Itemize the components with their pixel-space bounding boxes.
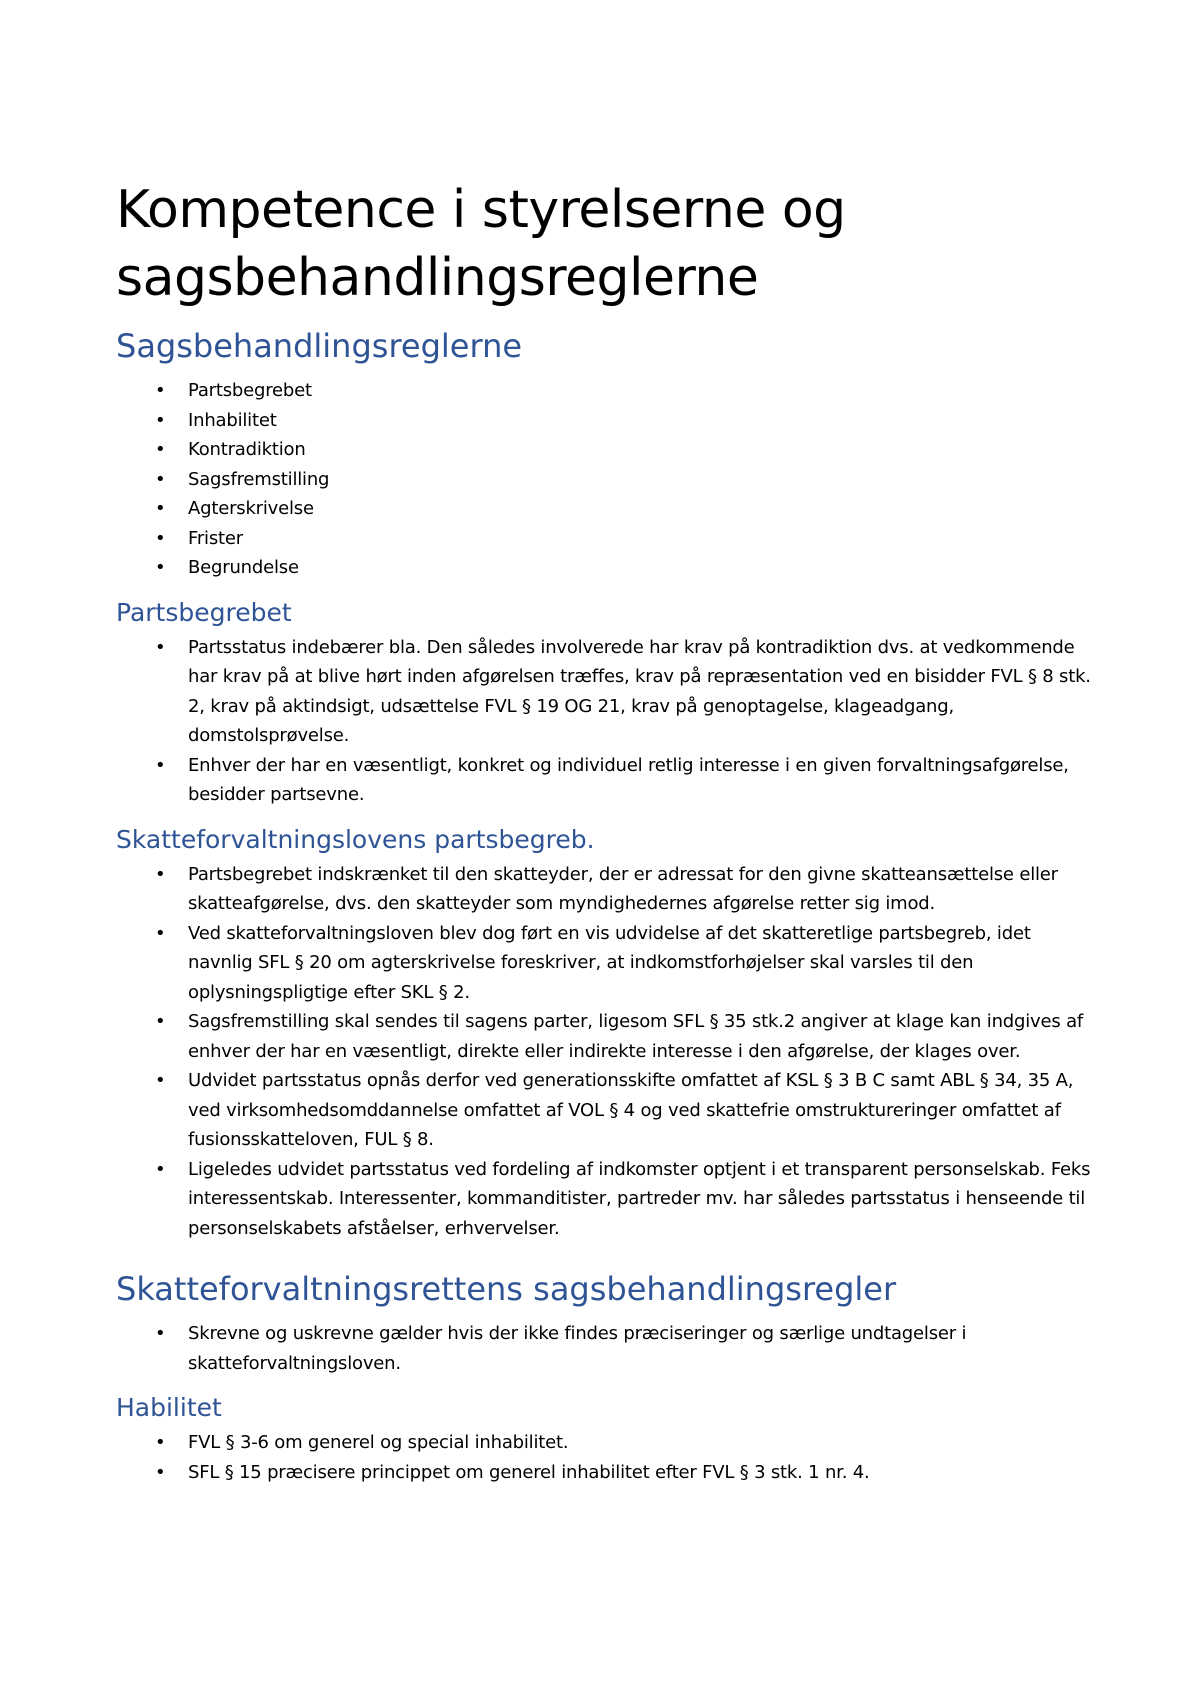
- bullet-icon: •: [155, 1011, 166, 1032]
- list-item: • FVL § 3-6 om generel og special inhabilitet.: [116, 1428, 1096, 1458]
- list-habilitet: [116, 1428, 1096, 1487]
- bullet-icon: •: [155, 1461, 166, 1483]
- heading-sagsbehandlingsreglerne: Sagsbehandlingsreglerne: [116, 327, 523, 365]
- heading-skatteforvaltningsrettens-sagsbehandlingsregler: Skatteforvaltningsrettens sagsbehandlingsregler: [116, 1270, 897, 1308]
- list-item: • Ved skatteforvaltningsloven blev dog ført en vis udvidelse af det skatteretlige partsbegreb, idet navnlig SFL § 20 om agterskrivelse foreskriver, at indkomstforhøjelser skal varsles til den oplysningspligtige efter SKL § 2.: [116, 919, 1096, 1008]
- bullet-icon: •: [155, 498, 166, 519]
- list-item: • Udvidet partsstatus opnås derfor ved generationsskifte omfattet af KSL § 3 B C samt ABL § 34, 35 A, ved virksomhedsomddannelse omfattet af VOL § 4 og ved skattefrie omstruktureringer omfattet af fusionsskatteloven, FUL § 8.: [116, 1066, 1096, 1155]
- list-item: • Enhver der har en væsentligt, konkret og individuel retlig interesse i en given forvaltningsafgørelse, besidder partsevne.: [116, 751, 1096, 810]
- bullet-icon: •: [155, 380, 166, 401]
- heading-skatteforvaltningslovens-partsbegreb: Skatteforvaltningslovens partsbegreb.: [116, 824, 595, 854]
- bullet-icon: •: [155, 636, 166, 658]
- document-page: [116, 176, 1096, 1487]
- heading-habilitet: Habilitet: [116, 1393, 222, 1422]
- list-item: • Agterskrivelse: [116, 494, 1096, 524]
- heading-partsbegrebet: Partsbegrebet: [116, 597, 292, 627]
- bullet-icon: •: [155, 1070, 166, 1091]
- list-item: • SFL § 15 præcisere princippet om generel inhabilitet efter FVL § 3 stk. 1 nr. 4.: [116, 1458, 1096, 1488]
- list-item: • Ligeledes udvidet partsstatus ved fordeling af indkomster optjent i et transparent personselskab. Feks interessentskab. Interessenter, kommanditister, partreder mv. har således partsstatus i henseende til personselskabets afståelser, erhvervelser.: [116, 1155, 1096, 1244]
- list-item: • Begrundelse: [116, 553, 1096, 583]
- document-title: Kompetence i styrelserne og sagsbehandlingsreglerne: [116, 180, 846, 308]
- bullet-icon: •: [155, 439, 166, 460]
- bullet-icon: •: [155, 754, 166, 776]
- list-sagsbehandlingsreglerne: [116, 376, 1096, 583]
- bullet-icon: •: [155, 863, 166, 885]
- bullet-icon: •: [155, 1432, 166, 1453]
- list-item: • Inhabilitet: [116, 406, 1096, 436]
- bullet-icon: •: [155, 468, 166, 490]
- list-item: • Partsbegrebet indskrænket til den skatteyder, der er adressat for den givne skatteansættelse eller skatteafgørelse, dvs. den skatteyder som myndighedernes afgørelse retter sig imod.: [116, 860, 1096, 919]
- bullet-icon: •: [155, 922, 166, 944]
- list-item: • Partsbegrebet: [116, 376, 1096, 406]
- list-skatteforvaltningslovens-partsbegreb: [116, 860, 1096, 1244]
- list-item: • Skrevne og uskrevne gælder hvis der ikke findes præciseringer og særlige undtagelser i skatteforvaltningsloven.: [116, 1319, 1096, 1378]
- list-item: • Frister: [116, 524, 1096, 554]
- list-item: • Kontradiktion: [116, 435, 1096, 465]
- list-item: • Sagsfremstilling: [116, 465, 1096, 495]
- bullet-icon: •: [155, 409, 166, 431]
- list-item: • Partsstatus indebærer bla. Den således involverede har krav på kontradiktion dvs. at vedkommende har krav på at blive hørt inden afgørelsen træffes, krav på repræsentation ved en bisidder FVL § 8 stk. 2, krav på aktindsigt, udsættelse FVL § 19 OG 21, krav på genoptagelse, klageadgang, domstolsprøvelse.: [116, 633, 1096, 751]
- list-item: • Sagsfremstilling skal sendes til sagens parter, ligesom SFL § 35 stk.2 angiver at klage kan indgives af enhver der har en væsentligt, direkte eller indirekte interesse i den afgørelse, der klages over.: [116, 1007, 1096, 1066]
- bullet-icon: •: [155, 557, 166, 578]
- bullet-icon: •: [155, 527, 166, 549]
- bullet-icon: •: [155, 1323, 166, 1344]
- list-skatteforvaltningsrettens-sagsbehandlingsregler: [116, 1319, 1096, 1378]
- list-partsbegrebet: [116, 633, 1096, 810]
- bullet-icon: •: [155, 1158, 166, 1180]
